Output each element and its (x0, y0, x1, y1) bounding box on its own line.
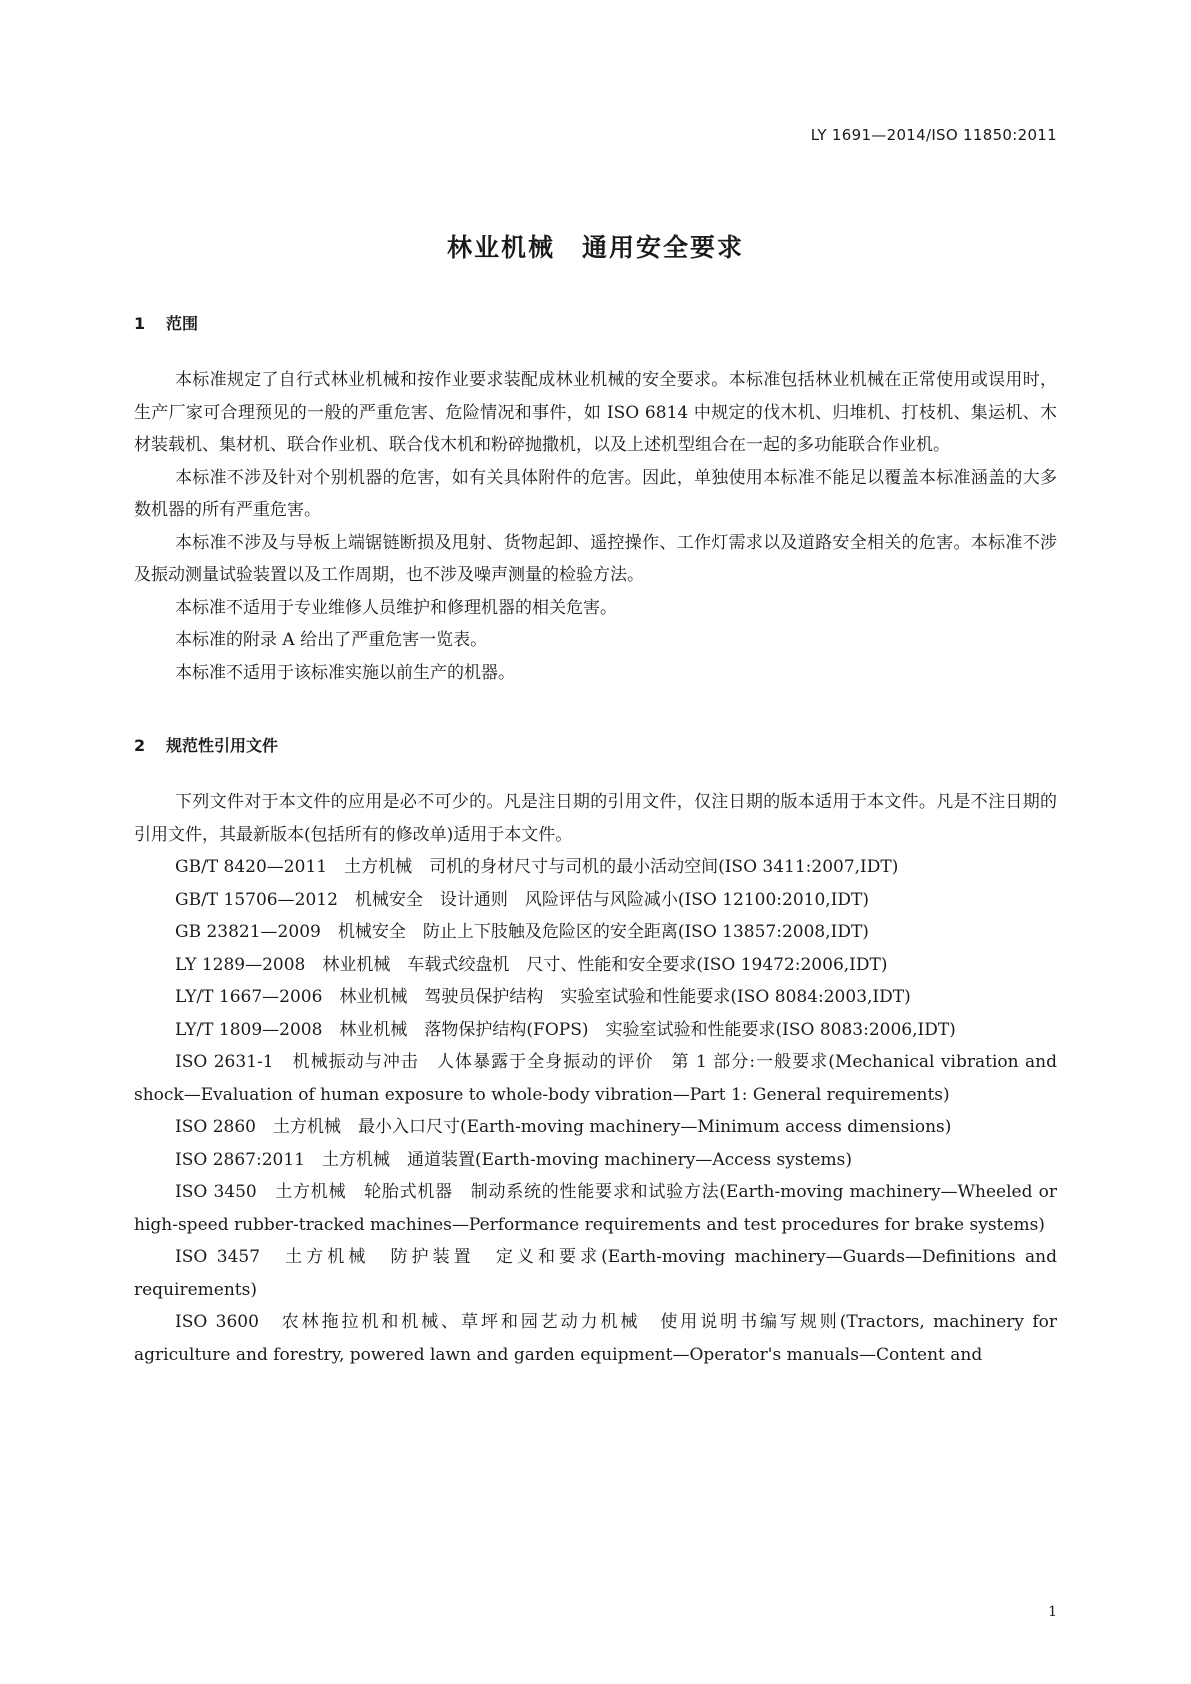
section-1-title: 范围 (166, 314, 199, 333)
standard-code: LY 1691—2014/ISO 11850:2011 (810, 126, 1057, 144)
section-2-heading (134, 733, 278, 756)
section-1-number: 1 (134, 314, 146, 333)
reference-item: ISO 2867:2011 土方机械 通道装置(Earth-moving machinery—Access systems) (175, 1149, 852, 1170)
section-1-body (134, 364, 1057, 689)
reference-item: GB 23821—2009 机械安全 防止上下肢触及危险区的安全距离(ISO 13857:2008,IDT) (175, 922, 869, 942)
document-title: 林业机械 通用安全要求 (446, 233, 744, 262)
paragraph: 本标准不涉及与导板上端锯链断损及甩射、货物起卸、遥控操作、工作灯需求以及道路安全相关的危害。本标准不涉及振动测量试验装置以及工作周期，也不涉及噪声测量的检验方法。 (134, 532, 1057, 585)
section-2-body (134, 786, 1057, 1371)
reference-item: GB/T 15706—2012 机械安全 设计通则 风险评估与风险减小(ISO 12100:2010,IDT) (175, 889, 870, 910)
reference-item: LY 1289—2008 林业机械 车载式绞盘机 尺寸、性能和安全要求(ISO 19472:2006,IDT) (175, 954, 888, 975)
page-number: 1 (1048, 1604, 1057, 1620)
reference-item: LY/T 1809—2008 林业机械 落物保护结构(FOPS) 实验室试验和性能要求(ISO 8083:2006,IDT) (175, 1019, 956, 1040)
paragraph: 本标准不适用于该标准实施以前生产的机器。 (175, 662, 515, 683)
reference-item: LY/T 1667—2006 林业机械 驾驶员保护结构 实验室试验和性能要求(ISO 8084:2003,IDT) (175, 987, 911, 1007)
reference-item: ISO 3450 土方机械 轮胎式机器 制动系统的性能要求和试验方法(Earth-moving machinery—Wheeled or high-speed rubber-tracked machines—Performance requirements and test procedures for brake systems) (134, 1182, 1057, 1235)
reference-item: ISO 3457 土方机械 防护装置 定义和要求(Earth-moving machinery—Guards—Definitions and requirements) (134, 1247, 1057, 1300)
reference-item: GB/T 8420—2011 土方机械 司机的身材尺寸与司机的最小活动空间(ISO 3411:2007,IDT) (175, 857, 899, 877)
paragraph: 下列文件对于本文件的应用是必不可少的。凡是注日期的引用文件，仅注日期的版本适用于本文件。凡是不注日期的引用文件，其最新版本(包括所有的修改单)适用于本文件。 (134, 792, 1057, 845)
paragraph: 本标准的附录 A 给出了严重危害一览表。 (175, 630, 488, 650)
reference-item: ISO 3600 农林拖拉机和机械、草坪和园艺动力机械 使用说明书编写规则(Tractors, machinery for agriculture and forestry, powered lawn and garden equipment—Operator's manuals—Content and (134, 1312, 1057, 1365)
section-2-number: 2 (134, 736, 146, 755)
section-2-title: 规范性引用文件 (166, 736, 279, 755)
paragraph: 本标准不涉及针对个别机器的危害，如有关具体附件的危害。因此，单独使用本标准不能足以覆盖本标准涵盖的大多数机器的所有严重危害。 (134, 467, 1057, 520)
reference-item: ISO 2860 土方机械 最小入口尺寸(Earth-moving machinery—Minimum access dimensions) (175, 1117, 952, 1137)
paragraph: 本标准不适用于专业维修人员维护和修理机器的相关危害。 (175, 597, 617, 618)
paragraph: 本标准规定了自行式林业机械和按作业要求装配成林业机械的安全要求。本标准包括林业机械在正常使用或误用时，生产厂家可合理预见的一般的严重危害、危险情况和事件，如 ISO 6814 中规定的伐木机、归堆机、打枝机、集运机、木材装载机、集材机、联合作业机、联合伐木机和粉碎抛撒机，以及上述机型组合在一起的多功能联合作业机。 (134, 370, 1057, 455)
reference-item: ISO 2631-1 机械振动与冲击 人体暴露于全身振动的评价 第 1 部分:一般要求(Mechanical vibration and shock—Evaluation of human exposure to whole-body vibration—Part 1: General requirements) (134, 1052, 1057, 1105)
section-1-heading (134, 311, 198, 334)
